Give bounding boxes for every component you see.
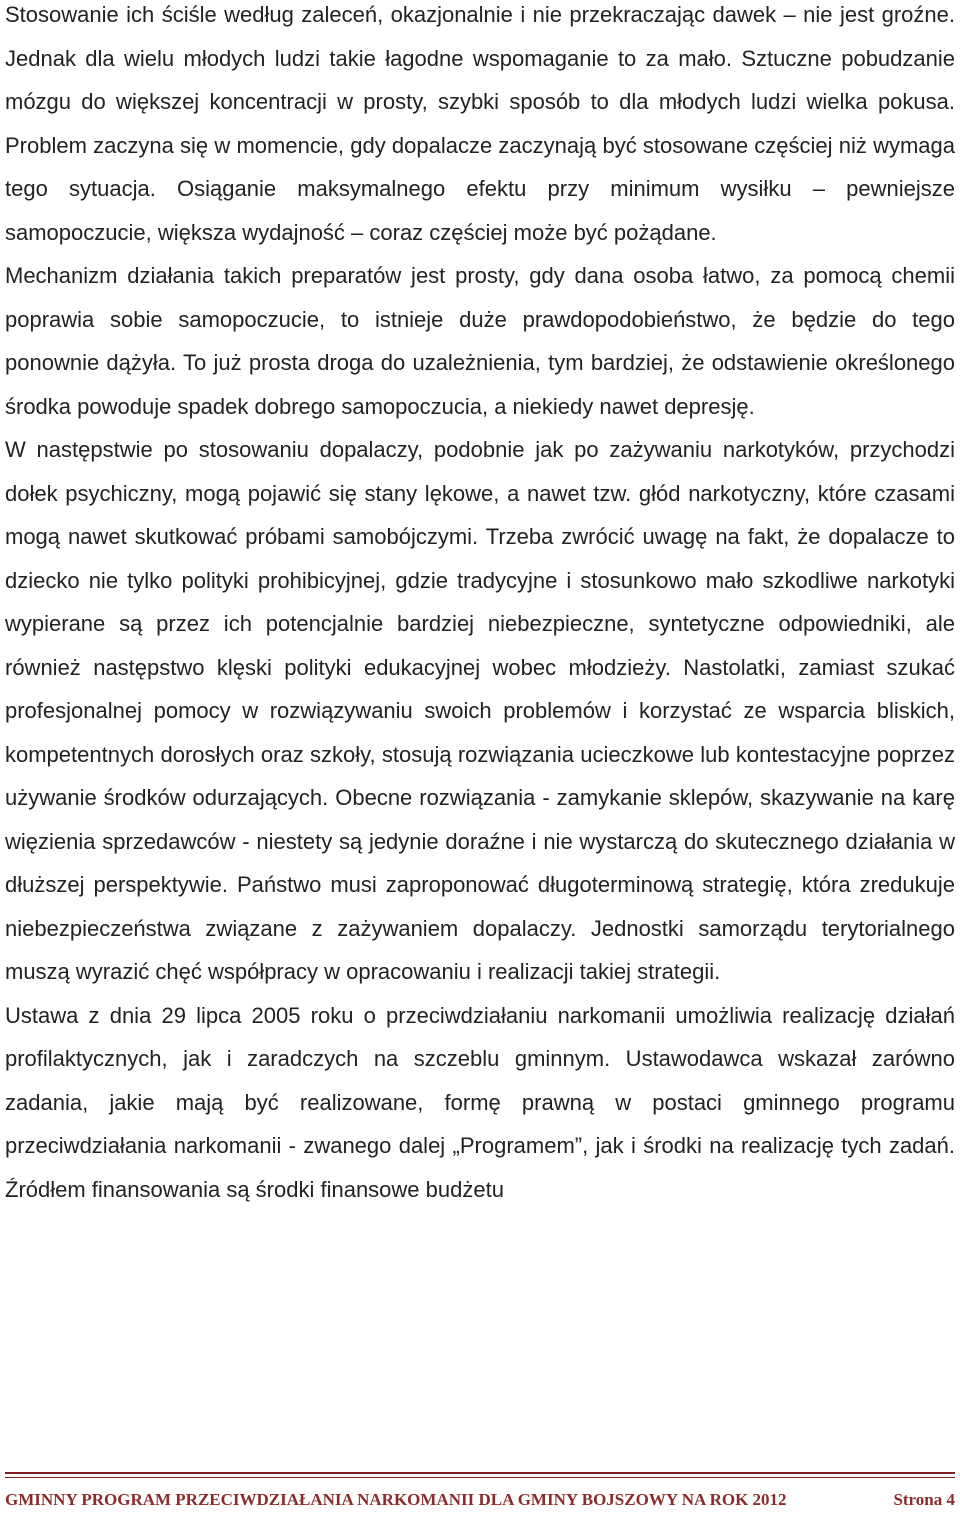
page-footer	[5, 1490, 955, 1510]
footer-title: GMINNY PROGRAM PRZECIWDZIAŁANIA NARKOMANII DLA GMINY BOJSZOWY NA ROK 2012	[5, 1490, 787, 1509]
document-body	[5, 0, 955, 1211]
footer-divider-thin	[5, 1477, 955, 1478]
paragraph-3: W następstwie po stosowaniu dopalaczy, podobnie jak po zażywaniu narkotyków, przychodzi dołek psychiczny, mogą pojawić się stany lękowe, a nawet tzw. głód narkotyczny, które czasami mogą nawet skutkować próbami samobójczymi. Trzeba zwrócić uwagę na fakt, że dopalacze to dziecko nie tylko polityki prohibicyjnej, gdzie tradycyjne i stosunkowo mało szkodliwe narkotyki wypierane są przez ich potencjalnie bardziej niebezpieczne, syntetyczne odpowiedniki, ale również następstwo klęski polityki edukacyjnej wobec młodzieży. Nastolatki, zamiast szukać profesjonalnej pomocy w rozwiązywaniu swoich problemów i korzystać ze wsparcia bliskich, kompetentnych dorosłych oraz szkoły, stosują rozwiązania ucieczkowe lub kontestacyjne poprzez używanie środków odurzających. Obecne rozwiązania - zamykanie sklepów, skazywanie na karę więzienia sprzedawców - niestety są jedynie doraźne i nie wystarczą do skutecznego działania w dłuższej perspektywie. Państwo musi zaproponować długoterminową strategię, która zredukuje niebezpieczeństwa związane z zażywaniem dopalaczy. Jednostki samorządu terytorialnego muszą wyrazić chęć współpracy w opracowaniu i realizacji takiej strategii.	[5, 437, 955, 984]
footer-divider	[5, 1472, 955, 1474]
paragraph-2: Mechanizm działania takich preparatów jest prosty, gdy dana osoba łatwo, za pomocą chemii poprawia sobie samopoczucie, to istnieje duże prawdopodobieństwo, że będzie do tego ponownie dążyła. To już prosta droga do uzależnienia, tym bardziej, że odstawienie określonego środka powoduje spadek dobrego samopoczucia, a niekiedy nawet depresję.	[5, 263, 955, 419]
paragraph-4: Ustawa z dnia 29 lipca 2005 roku o przeciwdziałaniu narkomanii umożliwia realizację działań profilaktycznych, jak i zaradczych na szczeblu gminnym. Ustawodawca wskazał zarówno zadania, jakie mają być realizowane, formę prawną w postaci gminnego programu przeciwdziałania narkomanii - zwanego dalej „Programem”, jak i środki na realizację tych zadań. Źródłem finansowania są środki finansowe budżetu	[5, 1002, 955, 1202]
page-number: Strona 4	[893, 1490, 955, 1509]
paragraph-1: Stosowanie ich ściśle według zaleceń, okazjonalnie i nie przekraczając dawek – nie jest groźne. Jednak dla wielu młodych ludzi takie łagodne wspomaganie to za mało. Sztuczne pobudzanie mózgu do większej koncentracji w prosty, szybki sposób to dla młodych ludzi wielka pokusa. Problem zaczyna się w momencie, gdy dopalacze zaczynają być stosowane częściej niż wymaga tego sytuacja. Osiąganie maksymalnego efektu przy minimum wysiłku – pewniejsze samopoczucie, większa wydajność – coraz częściej może być pożądane.	[5, 2, 955, 245]
